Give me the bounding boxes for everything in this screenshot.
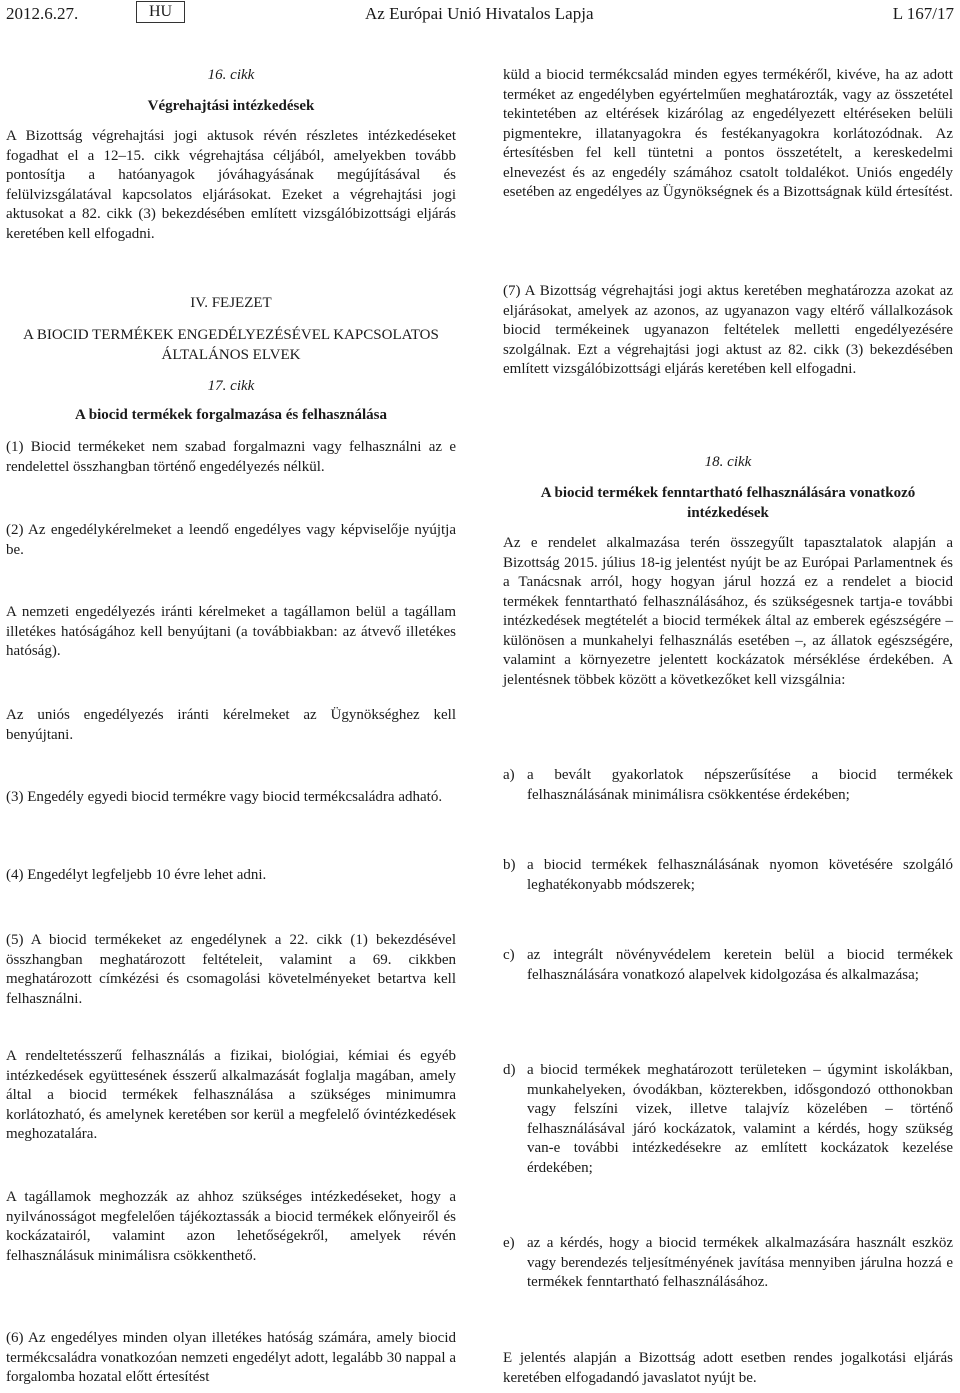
article-17-paragraph-1: (1) Biocid termékeket nem szabad forgalmazni vagy felhasználni az e rendelettel összhangban történő engedélyezés nélkül. <box>6 439 456 475</box>
article-17-paragraph-5b: A rendeltetésszerű felhasználás a fizikai, biológiai, kémiai és egyéb intézkedések együttesének ésszerű alkalmazását foglalja magában, amely által a biocid termékek felhasználása a szükséges minimumra korlátozható, és amelynek keretében sor kerül a megfelelő óvintézkedések meghozatalára. <box>6 1048 456 1142</box>
list-item-label: c) <box>503 947 515 963</box>
paragraph-6-continuation: küld a biocid termékcsalád minden egyes termékéről, kivéve, ha az adott terméket az engedélyben egyértelműen meghatározták, vagy az összetétel tekintetében az eltérések kizárólag az engedélyezett eltéréseken belüli pigmentekre, illatanyagokra és festékanyagokra korlátozódnak. Az értesítésben fel kell tüntetni a pontos összetételt, a kereskedelmi elnevezést és az engedély számához csatolt toldalékot. Uniós engedély esetében az engedélyes az Ügynökségnek és a Bizottságnak küld értesítést. <box>503 67 953 200</box>
list-item-text: az integrált növényvédelem keretein belül a biocid termékek felhasználására vonatkozó alapelvek kidolgozása és alkalmazása; <box>527 947 953 983</box>
language-code-box: HU <box>136 1 185 23</box>
list-item-text: a bevált gyakorlatok népszerűsítése a biocid termékek felhasználásának minimálisra csökkentése érdekében; <box>527 767 953 803</box>
list-item <box>503 766 953 805</box>
article-17-paragraph-7: (7) A Bizottság végrehajtási jogi aktus keretében meghatározza azokat az eljárásokat, amelyek az azonos, az ugyanazon vagy eltérő vállalkozások biocid termékeinek ugyanazon feltételek melletti engedélyezésére szolgálnak. Ezt a végrehajtási jogi aktust az 82. cikk (3) bekezdésében említett vizsgálóbizottsági eljárás keretében kell elfogadni. <box>503 283 953 377</box>
article-18-number: 18. cikk <box>704 454 752 470</box>
article-17-paragraph-4: (4) Engedélyt legfeljebb 10 évre lehet adni. <box>6 867 267 883</box>
list-item <box>503 1234 953 1293</box>
list-item-label: d) <box>503 1062 516 1078</box>
article-16-title: Végrehajtási intézkedések <box>147 98 315 114</box>
article-17-paragraph-2b: A nemzeti engedélyezés iránti kérelmeket a tagállamon belül a tagállam illetékes hatóságához kell benyújtani (a továbbiakban: az átvevő illetékes hatóság). <box>6 604 456 659</box>
list-item <box>503 946 953 985</box>
article-17-title: A biocid termékek forgalmazása és felhasználása <box>74 407 388 423</box>
article-18-title: A biocid termékek fenntartható felhasználására vonatkozó intézkedések <box>540 485 916 521</box>
closing-paragraph: E jelentés alapján a Bizottság adott esetben rendes jogalkotási eljárás keretében elfogadandó javaslatot nyújt be. <box>503 1350 953 1386</box>
article-16-number: 16. cikk <box>207 67 255 83</box>
article-17-paragraph-2c: Az uniós engedélyezés iránti kérelmeket az Ügynökséghez kell benyújtani. <box>6 707 456 743</box>
chapter-number: IV. FEJEZET <box>190 295 272 311</box>
list-item-text: a biocid termékek meghatározott területeken – úgymint iskolákban, munkahelyeken, óvodákban, közterekben, idősgondozó otthonokban vagy felszíni vizek, illetve talajvíz közelében – történő felhasználásával járó kockázatok, valamint a kérdés, hogy szükség van-e további intézkedésekre az említett kockázatok kezelése érdekében; <box>527 1062 953 1176</box>
article-17-paragraph-2: (2) Az engedélykérelmeket a leendő engedélyes vagy képviselője nyújtja be. <box>6 522 456 558</box>
article-17-paragraph-3: (3) Engedély egyedi biocid termékre vagy biocid termékcsaládra adható. <box>6 789 443 805</box>
article-16-paragraph: A Bizottság végrehajtási jogi aktusok révén részletes intézkedéseket fogadhat el a 12–15. cikk végrehajtása céljából, amelyekben tovább pontosítja a hatóanyagok jóváhagyásának megújításával és felülvizsgálatával kapcsolatos eljárásokat. Ezeket a végrehajtási jogi aktusokat a 82. cikk (3) bekezdésében említett vizsgálóbizottsági eljárás keretében kell elfogadni. <box>6 128 456 242</box>
list-item-label: e) <box>503 1235 515 1251</box>
article-17-paragraph-5: (5) A biocid termékeket az engedélynek a 22. cikk (1) bekezdésével összhangban meghatározott feltételeit, valamint a 69. cikkben meghatározott címkézési és csomagolási követelményeket betartva kell felhasználni. <box>6 932 456 1007</box>
list-item-label: b) <box>503 857 516 873</box>
list-item-label: a) <box>503 767 515 783</box>
journal-title: Az Európai Unió Hivatalos Lapja <box>365 4 594 23</box>
list-item <box>503 1061 953 1178</box>
article-17-number: 17. cikk <box>207 378 255 394</box>
article-17-paragraph-6: (6) Az engedélyes minden olyan illetékes hatóság számára, amely biocid termékcsaládra vonatkozóan nemzeti engedélyt adott, legalább 30 nappal a forgalomba hozatal előtt értesítést <box>6 1330 456 1385</box>
page-reference: L 167/17 <box>892 4 954 23</box>
publication-date: 2012.6.27. <box>6 4 79 23</box>
list-item-text: az a kérdés, hogy a biocid termékek alkalmazására használt eszköz vagy berendezés teljesítményének javítása mennyiben járulna hozzá e termékek fenntartható felhasználásához. <box>527 1235 953 1290</box>
article-17-paragraph-5c: A tagállamok meghozzák az ahhoz szükséges intézkedéseket, hogy a nyilvánosságot megfelelően tájékoztassák a biocid termékek előnyeiről és kockázatairól, valamint azon lehetőségekről, amelyek révén felhasználásuk minimálisra csökkenthető. <box>6 1189 456 1264</box>
page-header <box>0 0 960 30</box>
list-item <box>503 856 953 895</box>
article-18-paragraph: Az e rendelet alkalmazása terén összegyűlt tapasztalatok alapján a Bizottság 2015. július 18-ig jelentést nyújt be az Európai Parlamentnek és a Tanácsnak arról, hogy hogyan járul hozzá ez a rendelet a biocid termékek fenntartható felhasználásához, és szükségesnek tartja-e további intézkedések megtételét a biocid termékek által az emberek egészségére – különösen a munkahelyi felhasználás esetében –, az állatok egészségére, valamint a környezetre jelentett kockázatok mérséklése érdekében. A jelentésnek többek között a következőket kell vizsgálnia: <box>503 535 953 688</box>
chapter-title: A BIOCID TERMÉKEK ENGEDÉLYEZÉSÉVEL KAPCSOLATOS ÁLTALÁNOS ELVEK <box>23 327 439 363</box>
list-item-text: a biocid termékek felhasználásának nyomon követésére szolgáló leghatékonyabb módszerek; <box>527 857 953 893</box>
